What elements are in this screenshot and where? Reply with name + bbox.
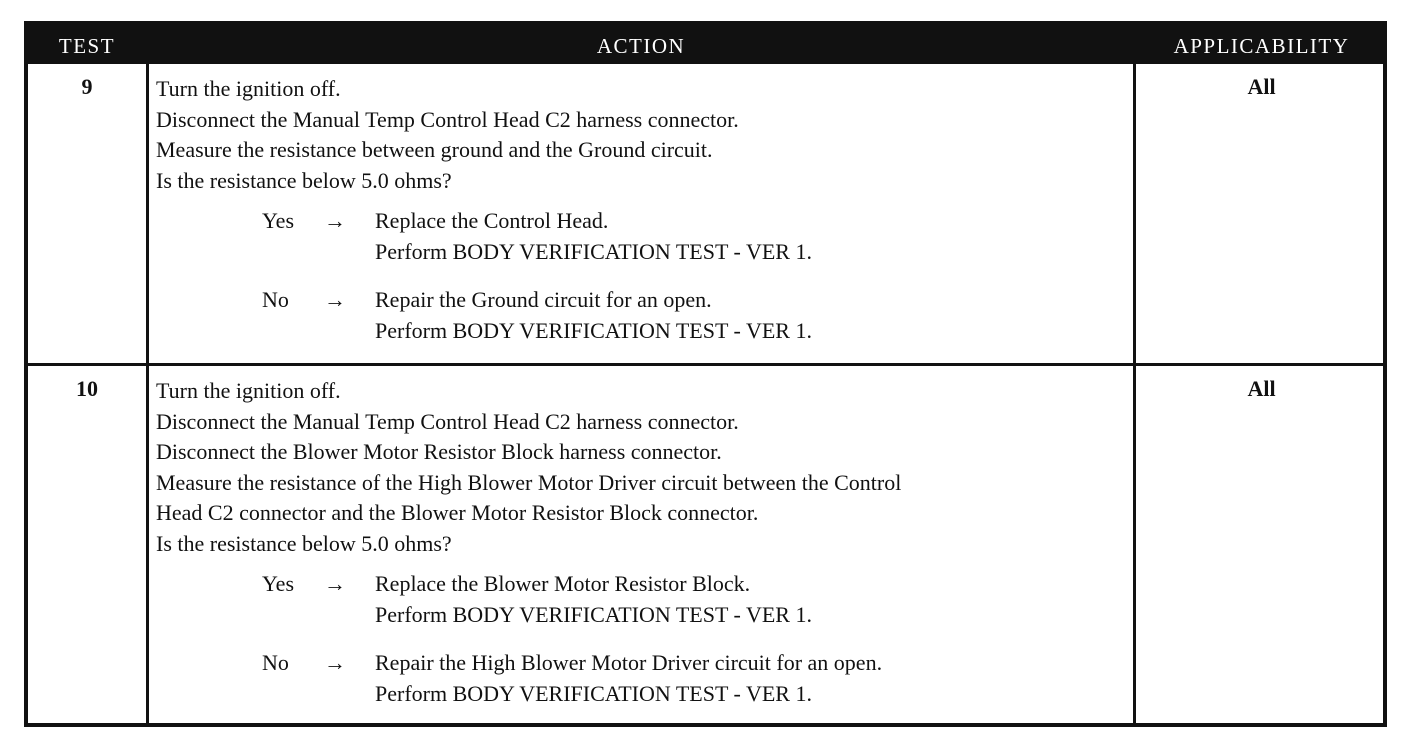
applicability-value: All [1247,74,1276,99]
applicability-value: All [1247,376,1276,401]
yes-label: Yes [262,208,295,233]
no-result: Repair the Ground circuit for an open. [375,287,712,312]
no-label: No [262,650,289,675]
yes-result: Perform BODY VERIFICATION TEST - VER 1. [375,601,812,627]
test-number: 9 [81,74,93,99]
header-action: ACTION [596,34,686,58]
action-step: Turn the ignition off. [156,378,341,403]
no-label: No [262,287,289,312]
action-step: Measure the resistance of the High Blower Motor Driver circuit between the Control [156,469,902,495]
yes-result: Perform BODY VERIFICATION TEST - VER 1. [375,238,812,264]
action-step: Turn the ignition off. [156,76,341,101]
header-test: TEST [58,34,116,58]
yes-branch [156,569,1131,630]
action-step: Disconnect the Blower Motor Resistor Block harness connector. [156,439,722,464]
action-cell [156,376,1131,709]
yes-result: Replace the Control Head. [375,208,609,233]
yes-label: Yes [262,571,295,596]
no-result: Perform BODY VERIFICATION TEST - VER 1. [375,317,812,343]
no-branch [156,648,1131,709]
header-applicability: APPLICABILITY [1173,34,1350,58]
arrow-right-icon: → [324,208,346,233]
diagnostic-table [24,21,1387,727]
no-result: Repair the High Blower Motor Driver circuit for an open. [375,650,883,675]
action-cell [156,74,1131,346]
action-step: Measure the resistance between ground and the Ground circuit. [156,137,713,162]
no-branch [156,285,1131,346]
yes-branch [156,206,1131,267]
arrow-right-icon: → [324,650,346,675]
test-number: 10 [76,376,98,401]
no-result: Perform BODY VERIFICATION TEST - VER 1. [375,680,812,706]
action-step: Disconnect the Manual Temp Control Head C2 harness connector. [156,106,739,132]
action-step: Is the resistance below 5.0 ohms? [156,167,452,193]
row-divider [28,363,1383,366]
yes-result: Replace the Blower Motor Resistor Block. [375,571,751,596]
arrow-right-icon: → [324,571,346,596]
action-step: Disconnect the Manual Temp Control Head C2 harness connector. [156,408,739,434]
column-divider [146,64,149,723]
action-step: Is the resistance below 5.0 ohms? [156,530,452,556]
arrow-right-icon: → [324,287,346,312]
action-step: Head C2 connector and the Blower Motor Resistor Block connector. [156,500,759,525]
table-header [28,25,1383,64]
